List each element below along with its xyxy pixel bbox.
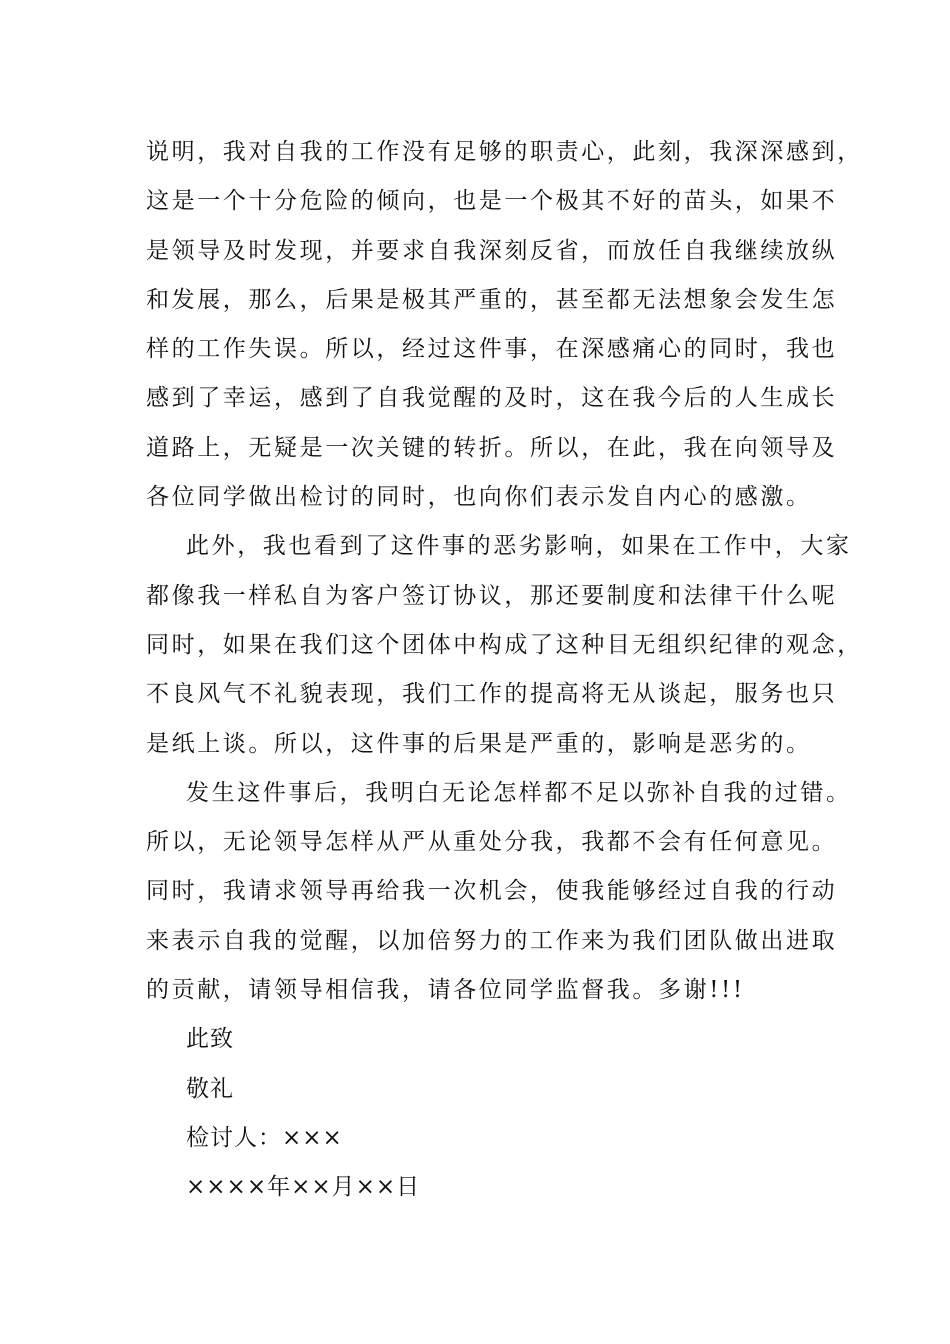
paragraph-line: 感到了幸运，感到了自我觉醒的及时，这在我今后的人生成长 [146,385,838,412]
paragraph-line: 同时，如果在我们这个团体中构成了这种目无组织纪律的观念， [146,631,863,658]
paragraph-line: 的贡献，请领导相信我，请各位同学监督我。多谢!!! [146,977,745,1004]
document-body [146,128,863,1213]
paragraph-line: 和发展，那么，后果是极其严重的，甚至都无法想象会发生怎 [146,286,838,313]
paragraph-line: 发生这件事后，我明白无论怎样都不足以弥补自我的过错。 [186,779,852,806]
paragraph-line: 道路上，无疑是一次关键的转折。所以，在此，我在向领导及 [146,434,838,461]
paragraph-line: 都像我一样私自为客户签订协议，那还要制度和法律干什么呢 [146,582,838,609]
paragraph-line: 所以，无论领导怎样从严从重处分我，我都不会有任何意见。 [146,829,838,856]
paragraph-line: 来表示自我的觉醒，以加倍努力的工作来为我们团队做出进取 [146,927,838,954]
salutation-jing-li: 敬礼 [186,1075,234,1102]
paragraph-line: 不良风气不礼貌表现，我们工作的提高将无从谈起，服务也只 [146,681,838,708]
paragraph-line: 这是一个十分危险的倾向，也是一个极其不好的苗头，如果不 [146,188,838,215]
paragraph-line: 说明，我对自我的工作没有足够的职责心，此刻，我深深感到， [146,139,863,165]
paragraph-line: 同时，我请求领导再给我一次机会，使我能够经过自我的行动 [146,878,838,905]
closing-block [146,1015,806,1212]
paragraph-line: 样的工作失误。所以，经过这件事，在深感痛心的同时，我也 [146,336,838,363]
paragraph-line: 各位同学做出检讨的同时，也向你们表示发自内心的感激。 [146,484,812,511]
salutation-ci-zhi: 此致 [186,1026,234,1053]
paragraph-line: 是纸上谈。所以，这件事的后果是严重的，影响是恶劣的。 [146,730,812,757]
paragraph-line: 是领导及时发现，并要求自我深刻反省，而放任自我继续放纵 [146,237,838,264]
paragraph-2 [146,522,863,768]
paragraph-1 [146,128,863,522]
paragraph-3 [146,769,852,1015]
paragraph-line: 此外，我也看到了这件事的恶劣影响，如果在工作中，大家 [186,533,852,560]
date-line: ××××年××月××日 [186,1174,421,1201]
signature-line: 检讨人：××× [186,1124,343,1151]
